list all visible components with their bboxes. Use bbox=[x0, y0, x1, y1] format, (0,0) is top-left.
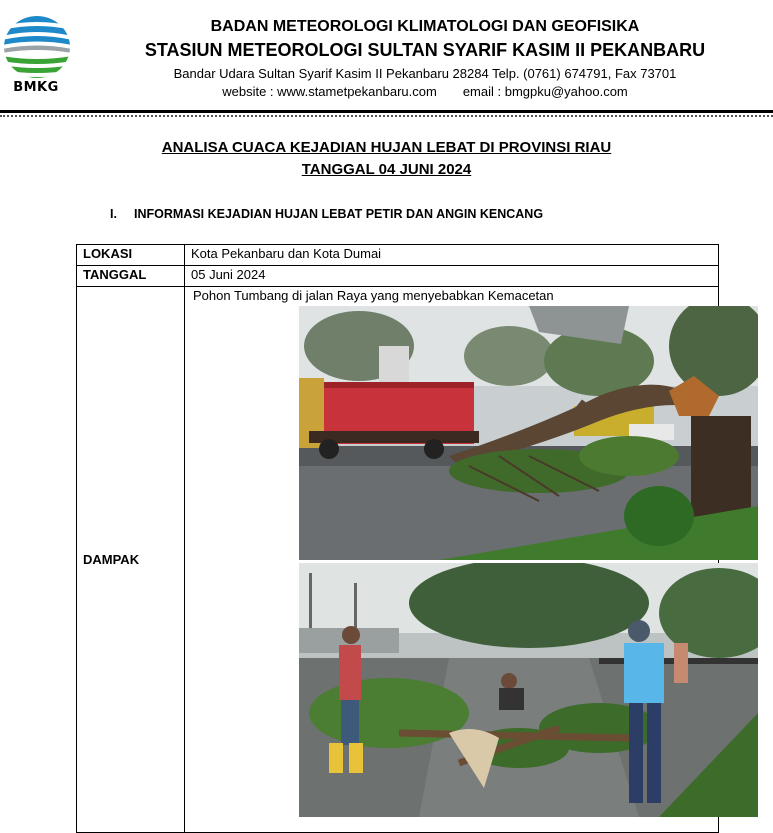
contact-line bbox=[80, 84, 770, 99]
header-rule bbox=[0, 110, 773, 113]
impact-label: DAMPAK bbox=[77, 287, 185, 833]
agency-name: BADAN METEOROLOGI KLIMATOLOGI DAN GEOFISIKA bbox=[210, 18, 640, 35]
date-label: TANGGAL bbox=[77, 266, 185, 287]
document-date: TANGGAL 04 JUNI 2024 bbox=[301, 161, 472, 178]
date-value: 05 Juni 2024 bbox=[185, 266, 719, 287]
info-table bbox=[76, 244, 719, 833]
website-text: website : www.stametpekanbaru.com bbox=[222, 84, 437, 99]
email-text: email : bmgpku@yahoo.com bbox=[462, 84, 628, 99]
table-row bbox=[77, 266, 719, 287]
photo-fallen-tree-truck bbox=[299, 306, 758, 560]
section-heading bbox=[110, 207, 543, 221]
logo-text: BMKG bbox=[13, 80, 59, 95]
station-address: Bandar Udara Sultan Syarif Kasim II Pekanbaru 28284 Telp. (0761) 674791, Fax 73701 bbox=[173, 66, 677, 81]
section-title: INFORMASI KEJADIAN HUJAN LEBAT PETIR DAN ANGIN KENCANG bbox=[134, 207, 544, 221]
header-rule-dotted bbox=[0, 115, 773, 117]
impact-description: Pohon Tumbang di jalan Raya yang menyebabkan Kemacetan bbox=[193, 288, 554, 303]
table-row bbox=[77, 287, 719, 833]
location-label: LOKASI bbox=[77, 245, 185, 266]
location-value: Kota Pekanbaru dan Kota Dumai bbox=[185, 245, 719, 266]
document-title: ANALISA CUACA KEJADIAN HUJAN LEBAT DI PROVINSI RIAU bbox=[161, 139, 612, 156]
section-number: I. bbox=[110, 207, 117, 221]
station-name: STASIUN METEOROLOGI SULTAN SYARIF KASIM II PEKANBARU bbox=[144, 40, 706, 60]
table-row bbox=[77, 245, 719, 266]
photo-clearing-tree bbox=[299, 563, 758, 817]
impact-cell bbox=[185, 287, 719, 833]
